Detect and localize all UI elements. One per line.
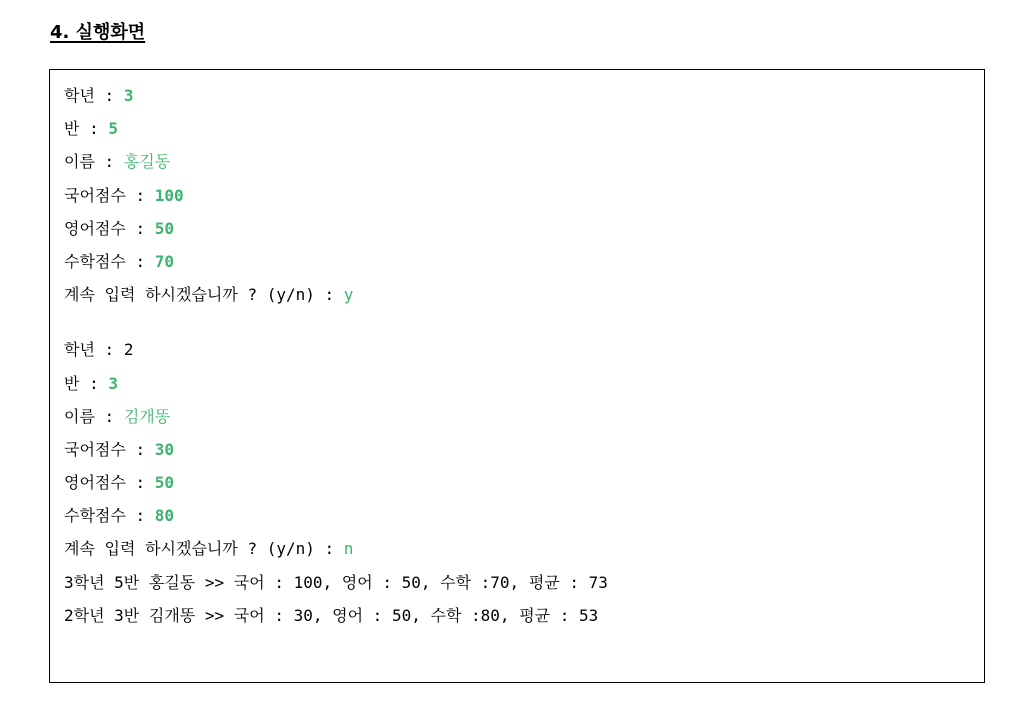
name-line: [64, 150, 984, 183]
math-line: [64, 504, 984, 537]
continue-input: n: [343, 539, 354, 559]
input-session-2: [64, 338, 984, 637]
name-label: 이름 :: [64, 152, 124, 172]
english-input: 50: [154, 473, 174, 493]
korean-label: 국어점수 :: [64, 439, 155, 459]
grade-input: 2: [123, 340, 134, 360]
grade-label: 학년 :: [64, 340, 124, 360]
korean-line: [64, 184, 984, 217]
english-line: [64, 217, 984, 250]
class-input: 5: [108, 119, 118, 139]
math-input: 80: [154, 506, 174, 526]
class-label: 반 :: [64, 373, 109, 393]
class-input: 3: [108, 373, 118, 393]
name-input: 김개똥: [123, 406, 171, 426]
input-session-1: [64, 84, 984, 316]
class-line: [64, 117, 984, 150]
grade-line: [64, 338, 984, 371]
korean-input: 100: [154, 185, 184, 205]
name-line: [64, 405, 984, 438]
result-line: 3학년 5반 홍길동 >> 국어 : 100, 영어 : 50, 수학 :70, 평균 : 73: [64, 572, 608, 592]
korean-input: 30: [154, 439, 174, 459]
name-label: 이름 :: [64, 406, 124, 426]
math-input: 70: [154, 251, 174, 271]
console-output: [49, 69, 985, 683]
continue-label: 계속 입력 하시겠습니까 ? (y/n) :: [64, 539, 344, 559]
english-label: 영어점수 :: [64, 473, 155, 493]
english-line: [64, 471, 984, 504]
korean-line: [64, 438, 984, 471]
korean-label: 국어점수 :: [64, 185, 155, 205]
class-label: 반 :: [64, 119, 109, 139]
section-heading: 4. 실행화면: [50, 22, 146, 43]
grade-line: [64, 84, 984, 117]
english-input: 50: [154, 218, 174, 238]
name-input: 홍길동: [123, 152, 171, 172]
result-line: 2학년 3반 김개똥 >> 국어 : 30, 영어 : 50, 수학 :80, 평균 : 53: [64, 605, 599, 625]
continue-input: y: [343, 285, 354, 305]
english-label: 영어점수 :: [64, 218, 155, 238]
continue-label: 계속 입력 하시겠습니까 ? (y/n) :: [64, 285, 344, 305]
math-label: 수학점수 :: [64, 506, 155, 526]
math-line: [64, 250, 984, 283]
class-line: [64, 372, 984, 405]
continue-line: [64, 537, 984, 570]
grade-label: 학년 :: [64, 86, 124, 105]
math-label: 수학점수 :: [64, 251, 155, 271]
continue-line: [64, 283, 984, 316]
grade-input: 3: [123, 86, 134, 105]
